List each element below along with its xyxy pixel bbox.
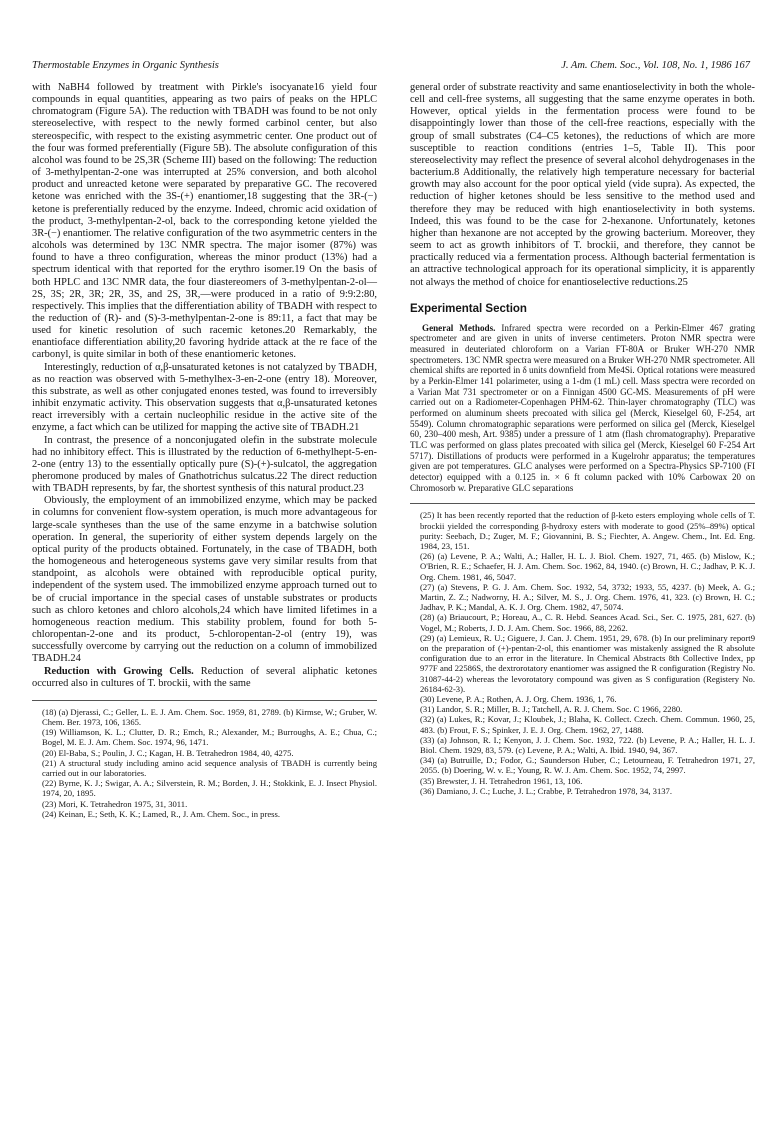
body-paragraph: In contrast, the presence of a nonconjugated olefin in the substrate molecule had no inhibitory effect. This is illustrated by the reduction of 6-methylhept-5-en-2-one (entry 13) to the essentially optically pure (S)-(+)-sulcatol, the aggregation pheromone produced by males of Gnathotrichus sulcatus.22 The direct reduction with TBADH represents, by far, the shortest synthesis of this natural product.23	[32, 434, 377, 495]
right-column	[410, 82, 755, 796]
header-journal-citation: J. Am. Chem. Soc., Vol. 108, No. 1, 1986 167	[561, 60, 750, 71]
footnotes-left	[32, 700, 377, 819]
footnote: (22) Byrne, K. J.; Swigar, A. A.; Silverstein, R. M.; Borden, J. H.; Stokkink, E. J. Insect Physiol. 1974, 20, 1895.	[42, 778, 377, 799]
section-heading: Experimental Section	[410, 302, 527, 315]
footnote: (32) (a) Lukes, R.; Kovar, J.; Kloubek, J.; Blaha, K. Collect. Czech. Chem. Commun. 1960, 25, 483. (b) Frout, F. S.; Spinker, J. E. J. Org. Chem. 1962, 27, 1488.	[420, 714, 755, 735]
footnotes-right	[410, 503, 755, 796]
footnote: (18) (a) Djerassi, C.; Geller, L. E. J. Am. Chem. Soc. 1959, 81, 2789. (b) Kirmse, W.; Gruber, W. Chem. Ber. 1973, 106, 1365.	[42, 706, 377, 728]
footnote: (26) (a) Levene, P. A.; Walti, A.; Haller, H. L. J. Biol. Chem. 1927, 71, 465. (b) Mislow, K.; O'Brien, R. E.; Schaefer, H. J. Am. Chem. Soc. 1962, 84, 1940. (c) Brown, H. C.; Jadhav, P. K. J. Org. Chem. 1981, 46, 5047.	[420, 551, 755, 582]
general-methods-text: Infrared spectra were recorded on a Perkin-Elmer 467 grating spectrometer and are given in units of inverse centimeters. Proton NMR spectra were measured in deuteriated chloroform on a Varian FT-80A or Bruker WH-270 NMR spectrometers. 13C NMR spectra were measured on a Bruker WH-270 NMR spectrometer. All chemical shifts are reported in δ units downfield from Me4Si. Optical rotations were measured by a Perkin-Elmer 141 polarimeter, using a 1-dm (1 mL) cell. Mass spectra were recorded on a Varian Mat 731 spectrometer or on a Finnigan 4500 GC-MS. Measurements of pH were carried out on a Radiometer-Copenhagen PHM-62. Thin-layer chromatography (TLC) was performed on aluminum sheets precoated with silica gel (Merck, Kieselgel 60, F-254, art 5549). Column chromatographic separations were performed on silica gel (Merck, Kieselgel 60, 230–400 mesh, Art. 9385) under a pressure of 1 atm (flash chromatography). Preparative TLC was performed on glass plates precoated with silica gel (Merck, Kieselgel 60 F-254 Art 5717). Distillations of products were performed in a Kugelrohr apparatus; the temperatures given are pot temperatures. GLC analyses were performed on a Spectra-Physics SP-7100 (FI detector) equipped with a 0.125 in. × 6 ft column packed with 10% Carbowax 20 on Chromosorb w. Preparative GLC separations	[410, 322, 755, 493]
growing-cells-heading: Reduction with Growing Cells.	[44, 665, 194, 677]
running-header	[32, 60, 750, 74]
left-column	[32, 82, 377, 819]
general-methods-heading: General Methods.	[422, 322, 496, 333]
footnote: (24) Keinan, E.; Seth, K. K.; Lamed, R., J. Am. Chem. Soc., in press.	[42, 808, 280, 819]
footnote: (28) (a) Briaucourt, P.; Horeau, A., C. R. Hebd. Seances Acad. Sci., Ser. C. 1975, 281, 627. (b) Vogel, M.; Roberts, J. D. J. Am. Chem. Soc. 1966, 88, 2262.	[420, 612, 755, 633]
footnote: (33) (a) Johnson, R. I.; Kenyon, J. J. Chem. Soc. 1932, 722. (b) Levene, P. A.; Haller, H. L. J. Biol. Chem. 1929, 83, 579. (c) Levene, P. A.; Walti, A. Ibid. 1940, 94, 367.	[420, 734, 755, 755]
footnote: (23) Mori, K. Tetrahedron 1975, 31, 3011.	[42, 798, 188, 809]
footnote: (35) Brewster, J. H. Tetrahedron 1961, 13, 106.	[420, 775, 583, 786]
header-article-title: Thermostable Enzymes in Organic Synthesis	[32, 60, 219, 71]
footnote: (20) El-Baba, S.; Poulin, J. C.; Kagan, H. B. Tetrahedron 1984, 40, 4275.	[42, 747, 294, 758]
growing-cells-text: Reduction of several aliphatic ketones occurred also in cultures of T. brockii, with the same	[32, 665, 377, 689]
footnote: (29) (a) Lemieux, R. U.; Giguere, J. Can. J. Chem. 1951, 29, 678. (b) In our preliminary report9 on the preparation of (+)-pentan-2-ol, this enantiomer was mistakenly assigned the R absolute configuration due to an error in the literature. In Chemical Abstracts 8th Collective Index, pp 977F and 22586S, the dextrorotatory enantiomer was assigned the R configuration (Registry No. 31087-44-2) whereas the levorotatory compound was given as S configuration (Registery No. 26184-62-3).	[420, 632, 755, 694]
footnote-divider	[32, 700, 377, 701]
footnote: (27) (a) Stevens, P. G. J. Am. Chem. Soc. 1932, 54, 3732; 1933, 55, 4237. (b) Meek, A. G.; Martin, Z. Z.; Nadworny, H. A.; Silver, M. S., J. Org. Chem. 1976, 41, 323. (c) Brown, H. C.; Jadhav, P. K.; Mandal, A. K. J. Org. Chem. 1982, 47, 5074.	[420, 581, 755, 613]
body-paragraph: general order of substrate reactivity and same enantioselectivity in both the whole-cell and cell-free systems, all suggesting that the same enzyme operates in both. However, optical yields in the fermentation process were found to be disappointingly lower than those of the cell-free reactions, especially with the group of small substrates (C4–C5 ketones), the reductions of which are more susceptible to reaction conditions (entries 1–5, Table II). This poor stereoselectivity may reflect the presence of several alcohol dehydrogenases in the bacterium.8 Additionally, the relatively high temperature necessary for bacterial growth may also account for the poor optical yield (vide supra). As expected, the reduction of higher ketones should be less sensitive to the method used and therefore they may be reduced with high enantioselectivity in both systems. Indeed, this was found to be the case for 2-hexanone. Unfortunately, ketones higher than hexanone are not accepted by the growing bacterium. Moreover, they seem to act as growth inhibitors of T. brockii, and therefore, they cannot be practically reduced via a fermentation process. Although bacterial fermentation is an attractive technological approach for its operational simplicity, it is apparently not always the method of choice for enantioselective reductions.25	[410, 82, 755, 288]
footnote: (36) Damiano, J. C.; Luche, J. L.; Crabbe, P. Tetrahedron 1978, 34, 3137.	[420, 785, 672, 796]
body-paragraph: with NaBH4 followed by treatment with Pirkle's isocyanate16 yield four compounds in equal quantities, appearing as two pairs of peaks on the HPLC chromatogram (Figure 5A). The reduction with TBADH was found to be not only stereoselective, with respect to the newly formed carbinol center, but also stereospecific, with respect to the existing asymmetric center. One product out of the four was formed preferentially (Figure 5B). The absolute configuration of this alcohol was found to be 2S,3R (Scheme III) based on the following: The reduction of 3-methylpentan-2-one was interrupted at 25% conversion, and both alcohol product and unreacted ketone were separated by preparative GC. The recovered ketone was enriched with the 3S-(+) enantiomer,18 suggesting that the 3R-(−) ketone is preferentially reduced by the enzyme. Indeed, chromic acid oxidation of the product, 3-methylpentan-2-ol, back to the corresponding ketone yielded the 3R-(−) enantiomer. The relative configuration of the two asymmetric centers in the alcohols was determined by 13C NMR spectra. The major isomer (87%) was found to have a threo configuration, whereas the minor product (13%) had a spectrum identical with that reported for the erythro isomer.19 On the basis of both HPLC and 13C NMR data, the four diastereomers of 3-methylpentan-2-ol—2S, 3S; 2R, 3R; 2R, 3S, and 2S, 3R,—were produced in a ratio of 9:9:2:80, respectively. This implies that the differentiation ability of TBADH with respect to the reduction of (R)- and (S)-3-methylpentan-2-one is 89:11, a fact that may be used for kinetic resolution of such racemic ketones.20 Remarkably, the enantioface differentiation ability,20 favoring hydride attack at the re face of the carbonyl, is quite similar in both of these enantiomeric ketones.	[32, 82, 377, 361]
general-methods-paragraph	[410, 323, 755, 494]
footnote: (34) (a) Butruille, D.; Fodor, G.; Saunderson Huber, C.; Letourneau, F. Tetrahedron 1971, 27, 2055. (b) Doering, W. v. E.; Young, R. W. J. Am. Chem. Soc. 1952, 74, 2997.	[420, 755, 755, 776]
body-paragraph: Interestingly, reduction of α,β-unsaturated ketones is not catalyzed by TBADH, as no reaction was observed with 5-methylhex-3-en-2-one (entry 18). Moreover, this substrate, as well as other conjugated enones tested, was found to irreversibly inhibit enzymatic activity. This observation suggests that α,β-unsaturated ketones react irreversibly with a certain nucleophilic residue in the active site of the enzyme, a fact which can be utilized for mapping the active site of TBADH.21	[32, 361, 377, 434]
footnote: (25) It has been recently reported that the reduction of β-keto esters employing whole cells of T. brockii yielded the corresponding β-hydroxy esters with moderate to good (25%–89%) optical purity: Seebach, D.; Zuger, M. F.; Giovannini, B. S.; Fiechter, A. Angew. Chem., Int. Ed. Eng. 1984, 23, 151.	[420, 510, 755, 551]
body-paragraph: Obviously, the employment of an immobilized enzyme, which may be packed in columns for convenient flow-system operation, is much more advantageous for large-scale syntheses than the use of the same enzyme in a batchwise solution operation. In general, the superiority of either system depends largely on the optical purity of the products obtained. Fortunately, in the case of TBADH, both the homogeneous and heterogeneous systems gave very similar results from that standpoint, as alcohols were obtained with reproducible optical purity, independent of the system used. The immobilized enzyme approach turned out to be of crucial importance in the special cases of unstable substrates or products such as chloro ketones and chloro alcohols,24 which have limited lifetimes in a homogeneous reaction medium. This stability problem, found for both 5-chloropentan-2-one and its product, 5-chloropentan-2-ol (entry 19), was successfully overcome by carrying out the reduction on a column of immobilized TBADH.24	[32, 495, 377, 665]
footnote-divider	[410, 503, 755, 504]
footnote: (30) Levene, P. A.; Rothen, A. J. Org. Chem. 1936, 1, 76.	[420, 693, 617, 704]
growing-cells-paragraph	[32, 666, 377, 690]
footnote: (21) A structural study including amino acid sequence analysis of TBADH is currently being carried out in our laboratories.	[42, 757, 377, 779]
footnote: (19) Williamson, K. L.; Clutter, D. R.; Emch, R.; Alexander, M.; Burroughs, A. E.; Chua, C.; Bogel, M. E. J. Am. Chem. Soc. 1974, 96, 1471.	[42, 727, 377, 748]
footnote: (31) Landor, S. R.; Miller, B. J.; Tatchell, A. R. J. Chem. Soc. C 1966, 2280.	[420, 704, 683, 715]
